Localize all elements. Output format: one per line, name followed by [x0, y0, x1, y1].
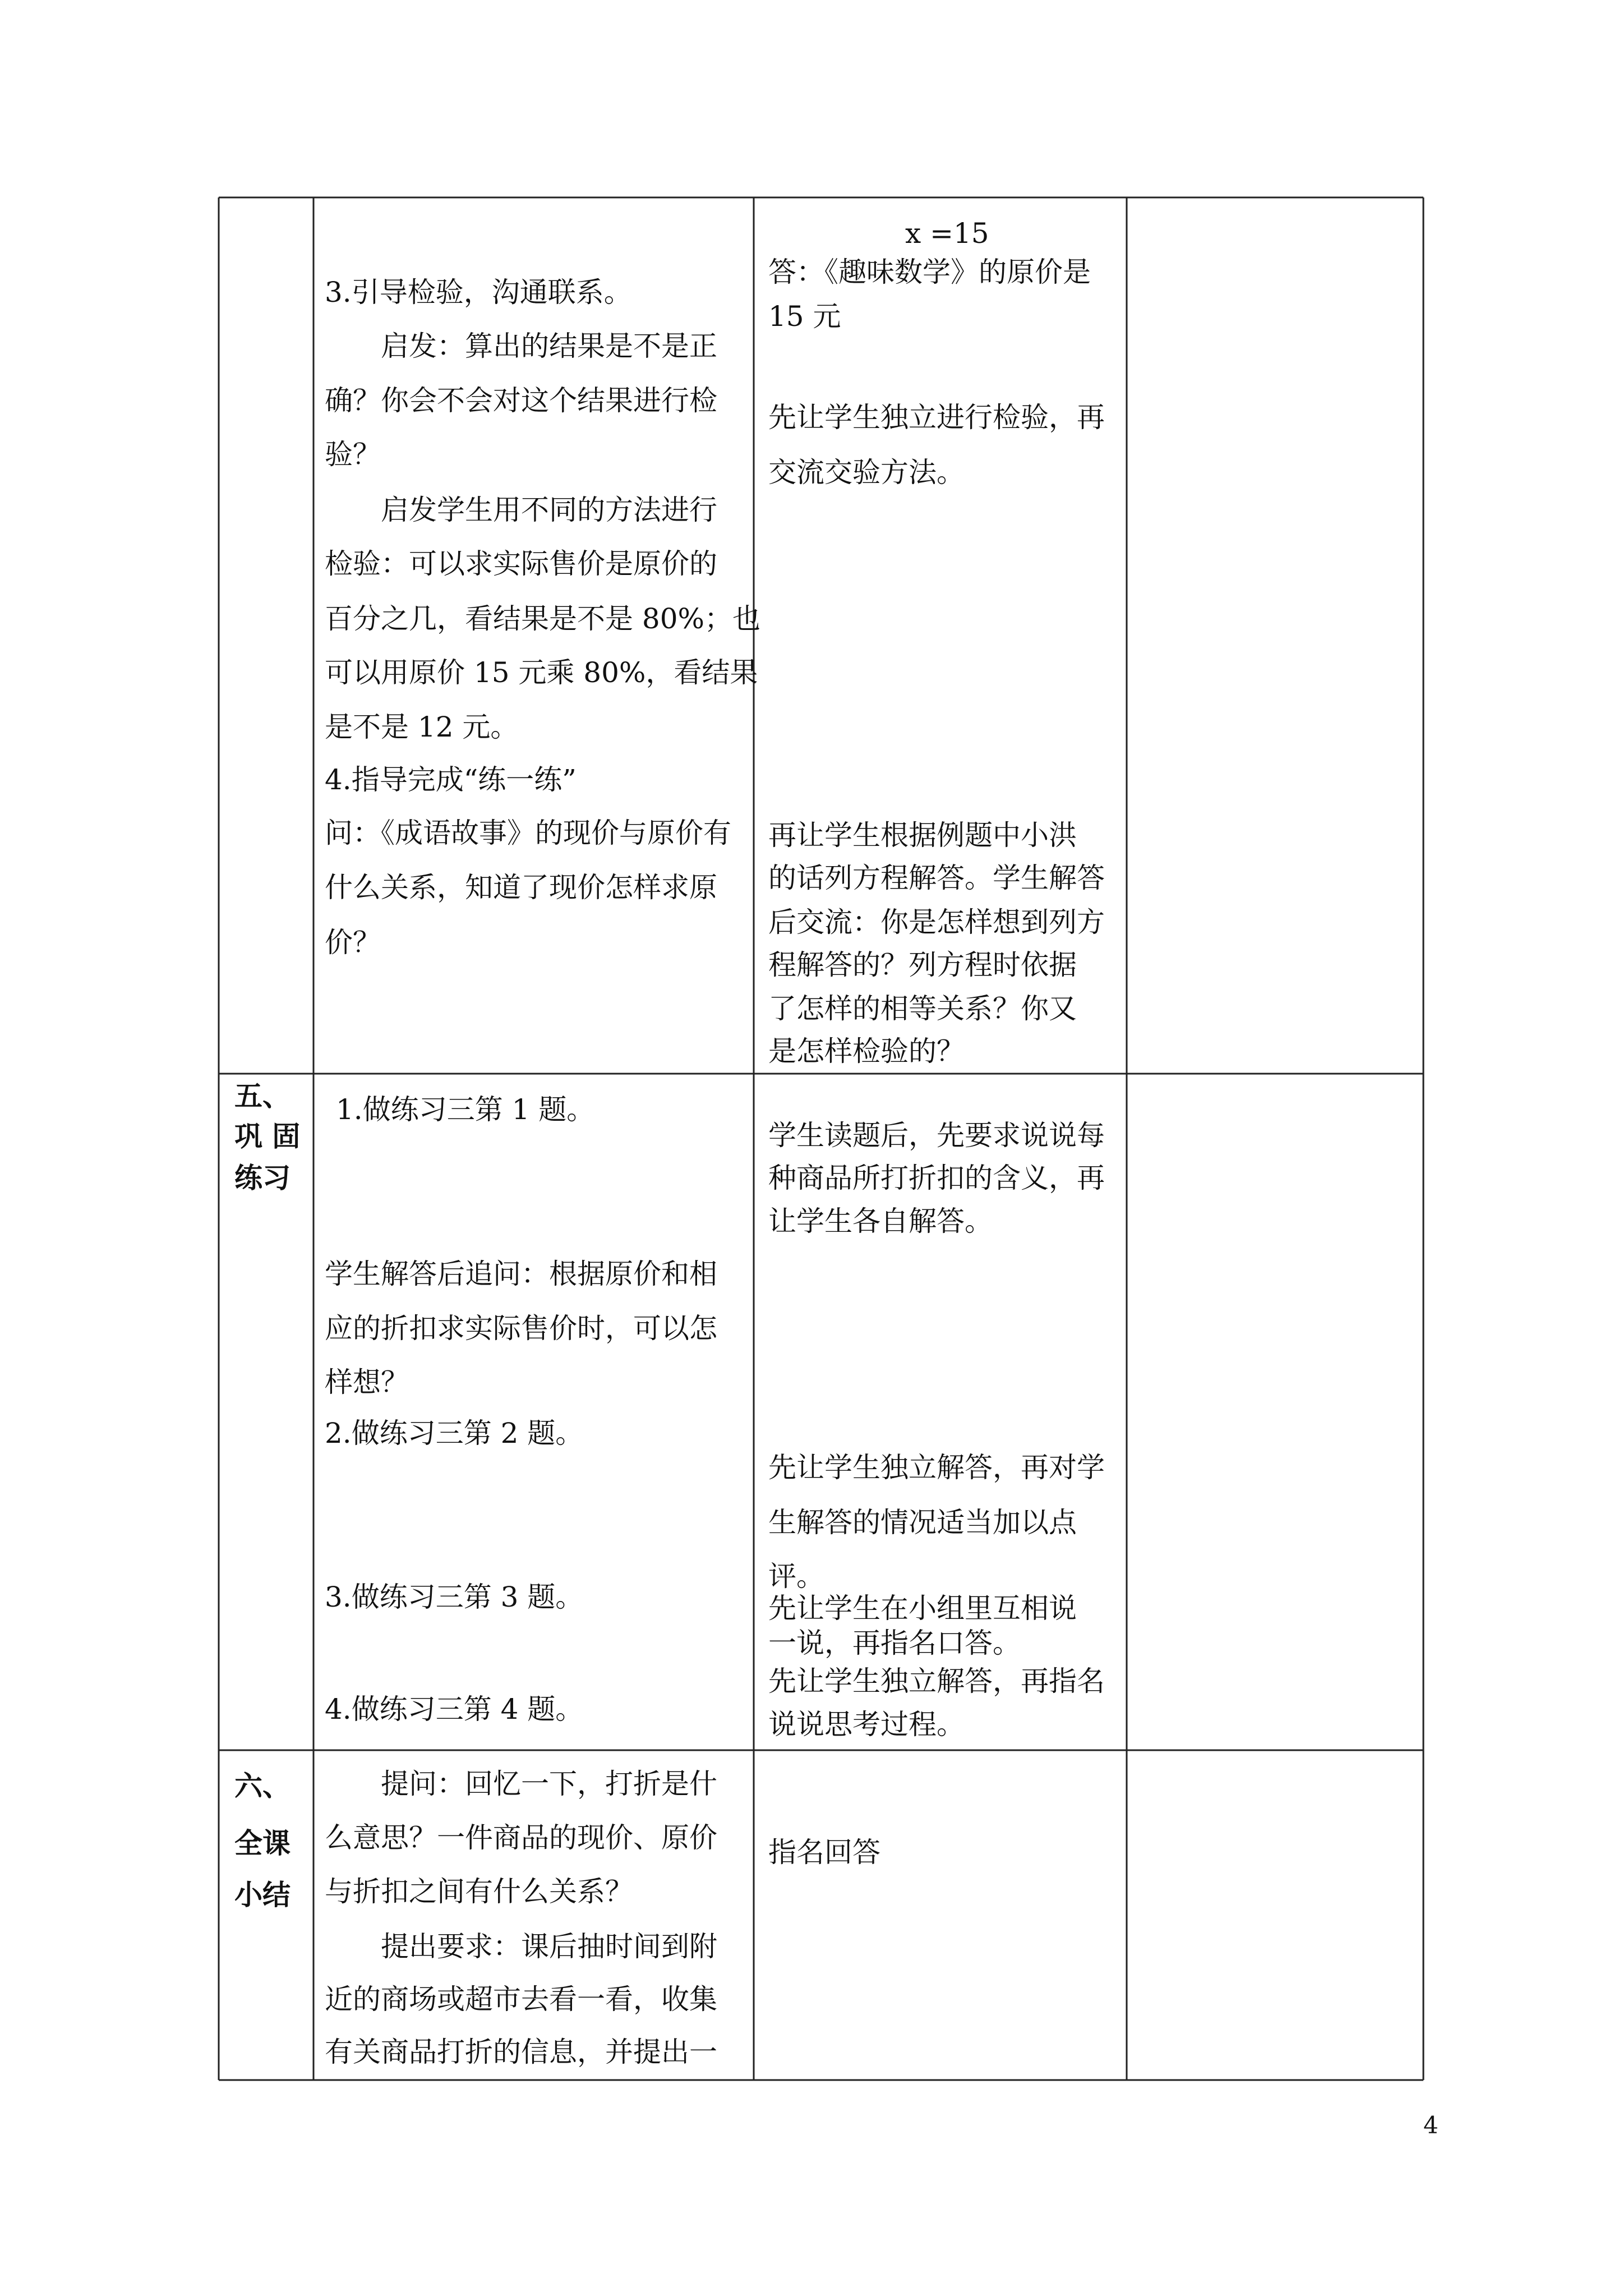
- activity-line: 4.做练习三第 4 题。: [325, 1693, 584, 1726]
- student-line: 后交流：你是怎样想到列方: [768, 906, 1105, 938]
- activity-line: 什么关系，知道了现价怎样求原: [325, 871, 717, 904]
- activity-line: 问：《成语故事》的现价与原价有: [325, 817, 731, 849]
- student-line: 种商品所打折扣的含义，再: [768, 1162, 1105, 1194]
- student-activity-cell: [754, 1074, 1127, 1750]
- student-line: 先让学生独立解答，再指名: [768, 1665, 1105, 1697]
- section-title-line: 巩 固: [234, 1120, 301, 1153]
- section-cell: [219, 1750, 313, 2080]
- student-line: 15 元: [768, 300, 841, 333]
- note-cell: [1127, 197, 1423, 1074]
- teacher-activity-cell: [313, 197, 761, 1074]
- activity-line: 学生解答后追问：根据原价和相: [325, 1258, 717, 1290]
- table-row-3: [219, 1750, 1423, 2080]
- student-line: 先让学生独立解答，再对学: [768, 1451, 1105, 1484]
- note-cell: [1127, 1750, 1423, 2080]
- activity-line: 么意思？一件商品的现价、原价: [325, 1821, 717, 1854]
- student-line: 先让学生独立进行检验，再: [768, 401, 1105, 434]
- activity-line: 有关商品打折的信息，并提出一: [325, 2036, 717, 2068]
- section-title-line: 五、: [234, 1080, 291, 1112]
- section-title-line: 六、: [234, 1770, 291, 1802]
- student-line: 让学生各自解答。: [768, 1205, 993, 1237]
- activity-line: 启发学生用不同的方法进行: [381, 494, 717, 526]
- activity-line: 样想？: [325, 1366, 409, 1398]
- note-cell: [1127, 1074, 1423, 1750]
- activity-line: 验？: [325, 438, 381, 471]
- section-title-line: 练习: [234, 1162, 291, 1194]
- teacher-activity-cell: [313, 1074, 754, 1750]
- activity-line: 是不是 12 元。: [325, 711, 519, 743]
- activity-line: 提问：回忆一下，打折是什: [381, 1768, 717, 1800]
- activity-line: 提出要求：课后抽时间到附: [381, 1930, 717, 1963]
- student-line: 说说思考过程。: [768, 1708, 965, 1741]
- activity-line: 3.引导检验，沟通联系。: [325, 276, 632, 309]
- activity-line: 与折扣之间有什么关系？: [325, 1875, 633, 1908]
- student-line: 先让学生在小组里互相说: [768, 1592, 1077, 1625]
- student-line: 交流交验方法。: [768, 456, 965, 489]
- activity-line: 4.指导完成“练一练”: [325, 763, 577, 796]
- table-row-1: [219, 197, 1423, 1074]
- activity-line: 确？你会不会对这个结果进行检: [325, 384, 717, 417]
- activity-line: 1.做练习三第 1 题。: [336, 1093, 595, 1126]
- equation-line: x =15: [905, 217, 989, 250]
- activity-line: 百分之几，看结果是不是 80%；也: [325, 602, 761, 635]
- activity-line: 应的折扣求实际售价时，可以怎: [325, 1312, 717, 1345]
- activity-line: 价？: [325, 926, 381, 959]
- student-line: 是怎样检验的？: [768, 1035, 965, 1068]
- activity-line: 启发：算出的结果是不是正: [381, 330, 717, 362]
- student-line: 程解答的？列方程时依据: [768, 949, 1077, 981]
- student-line: 一说，再指名口答。: [768, 1627, 1021, 1659]
- student-line: 指名回答: [768, 1836, 880, 1869]
- section-title-line: 小结: [234, 1879, 291, 1911]
- activity-line: 检验：可以求实际售价是原价的: [325, 547, 717, 580]
- student-line: 了怎样的相等关系？你又: [768, 992, 1077, 1025]
- activity-line: 近的商场或超市去看一看，收集: [325, 1983, 717, 2016]
- student-line: 再让学生根据例题中小洪: [768, 819, 1077, 852]
- section-cell: [219, 197, 313, 1074]
- activity-line: 3.做练习三第 3 题。: [325, 1581, 584, 1613]
- table-row-2: [219, 1074, 1423, 1750]
- student-activity-cell: [754, 197, 1127, 1074]
- student-line: 生解答的情况适当加以点: [768, 1506, 1077, 1539]
- student-line: 评。: [768, 1560, 824, 1593]
- page-number: 4: [1423, 2111, 1438, 2139]
- student-line: 的话列方程解答。学生解答: [768, 862, 1105, 894]
- section-title-line: 全课: [234, 1827, 291, 1860]
- student-line: 答：《趣味数学》的原价是: [768, 256, 1091, 288]
- section-cell: [219, 1074, 313, 1750]
- teacher-activity-cell: [313, 1750, 754, 2080]
- activity-line: 2.做练习三第 2 题。: [325, 1417, 584, 1450]
- activity-line: 可以用原价 15 元乘 80%，看结果: [325, 656, 758, 689]
- student-activity-cell: [754, 1750, 1127, 2080]
- student-line: 学生读题后，先要求说说每: [768, 1119, 1105, 1152]
